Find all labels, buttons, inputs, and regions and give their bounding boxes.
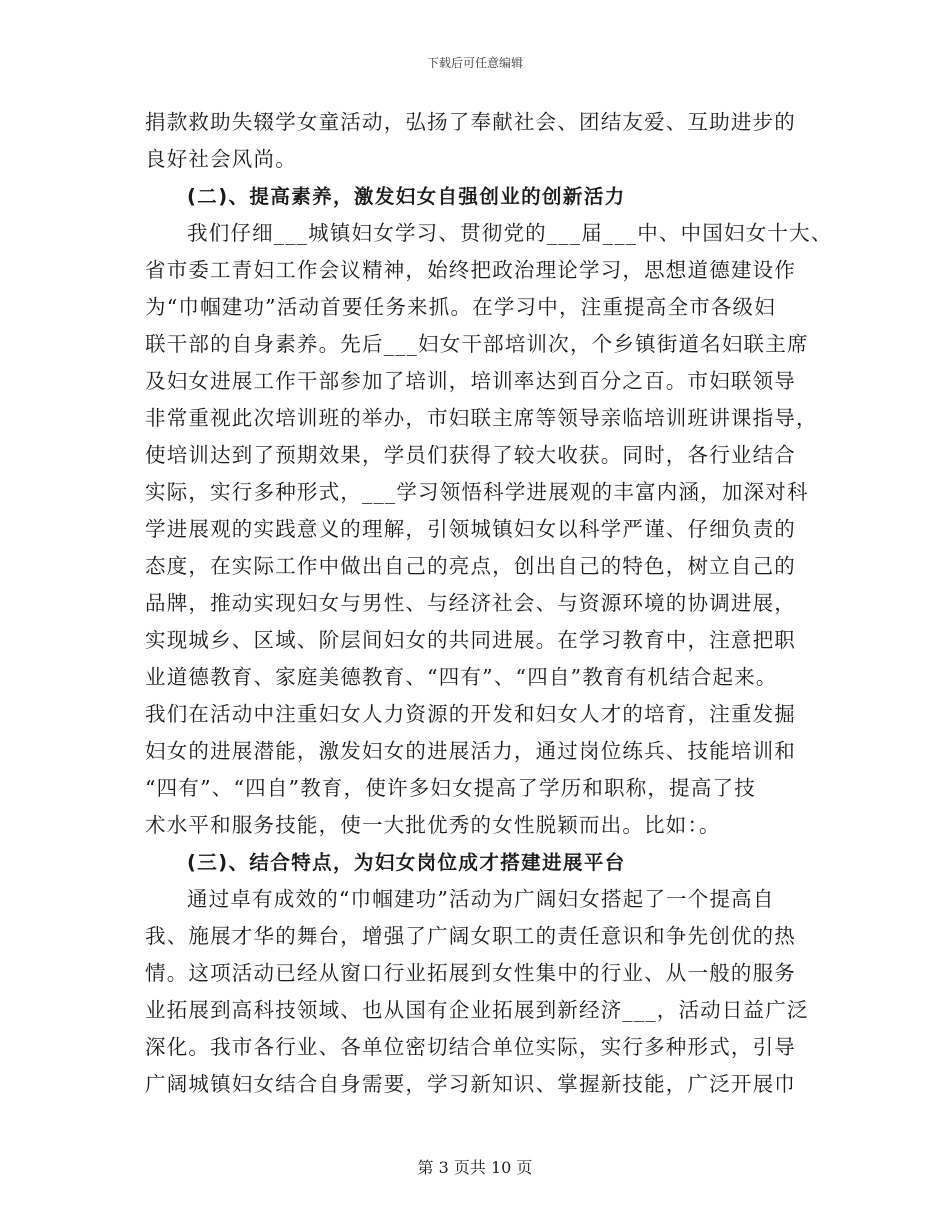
body-line: 实际，实行多种形式，___学习领悟科学进展观的丰富内涵，加深对科 (145, 480, 809, 504)
body-line: 妇女的进展潜能，激发妇女的进展活力，通过岗位练兵、技能培训和 (145, 739, 796, 763)
body-line: 为“巾帼建功”活动首要任务来抓。在学习中，注重提高全市各级妇 (145, 295, 776, 319)
body-line: 态度，在实际工作中做出自己的亮点，创出自己的特色，树立自己的 (145, 554, 796, 578)
page-number: 第 3 页共 10 页 (417, 1158, 533, 1177)
section-heading-3: (三)、结合特点，为妇女岗位成才搭建进展平台 (187, 851, 626, 874)
body-line: 非常重视此次培训班的举办，市妇联主席等领导亲临培训班讲课指导， (145, 406, 818, 430)
body-line: 业拓展到高科技领域、也从国有企业拓展到新经济___，活动日益广泛 (145, 998, 809, 1022)
body-line: 良好社会风尚。 (145, 147, 297, 171)
body-line: 省市委工青妇工作会议精神，始终把政治理论学习，思想道德建设作 (145, 258, 796, 282)
body-line: 捐款救助失辍学女童活动，弘扬了奉献社会、团结友爱、互助进步的 (145, 110, 796, 134)
body-line: 联干部的自身素养。先后___妇女干部培训次，个乡镇街道名妇联主席 (145, 332, 809, 356)
body-line: 深化。我市各行业、各单位密切结合单位实际，实行多种形式，引导 (145, 1035, 796, 1059)
body-line: 广阔城镇妇女结合自身需要，学习新知识、掌握新技能，广泛开展巾 (145, 1072, 796, 1096)
body-line: 使培训达到了预期效果，学员们获得了较大收获。同时，各行业结合 (145, 443, 796, 467)
body-line: 术水平和服务技能，使一大批优秀的女性脱颖而出。比如：。 (145, 813, 721, 837)
body-line: 实现城乡、区域、阶层间妇女的共同进展。在学习教育中，注意把职 (145, 628, 796, 652)
body-line: 通过卓有成效的“巾帼建功”活动为广阔妇女搭起了一个提高自 (187, 887, 775, 911)
document-body (145, 104, 833, 1103)
body-line: 我们在活动中注重妇女人力资源的开发和妇女人才的培育，注重发掘 (145, 702, 796, 726)
body-line: 我、施展才华的舞台，增强了广阔女职工的责任意识和争先创优的热 (145, 924, 796, 948)
body-line: 我们仔细___城镇妇女学习、贯彻党的___届___中、中国妇女十大、 (187, 221, 833, 245)
page-header-note: 下载后可任意编辑 (426, 56, 523, 70)
body-line: 品牌，推动实现妇女与男性、与经济社会、与资源环境的协调进展， (145, 591, 796, 615)
section-heading-2: (二)、提高素养，激发妇女自强创业的创新活力 (187, 185, 626, 208)
body-line: 及妇女进展工作干部参加了培训，培训率达到百分之百。市妇联领导 (145, 369, 796, 393)
body-line: 业道德教育、家庭美德教育、“四有”、“四自”教育有机结合起来。 (145, 665, 778, 689)
body-line: “四有”、“四自”教育，使许多妇女提高了学历和职称，提高了技 (145, 776, 756, 800)
body-line: 学进展观的实践意义的理解，引领城镇妇女以科学严谨、仔细负责的 (145, 517, 796, 541)
body-line: 情。这项活动已经从窗口行业拓展到女性集中的行业、从一般的服务 (145, 961, 796, 985)
